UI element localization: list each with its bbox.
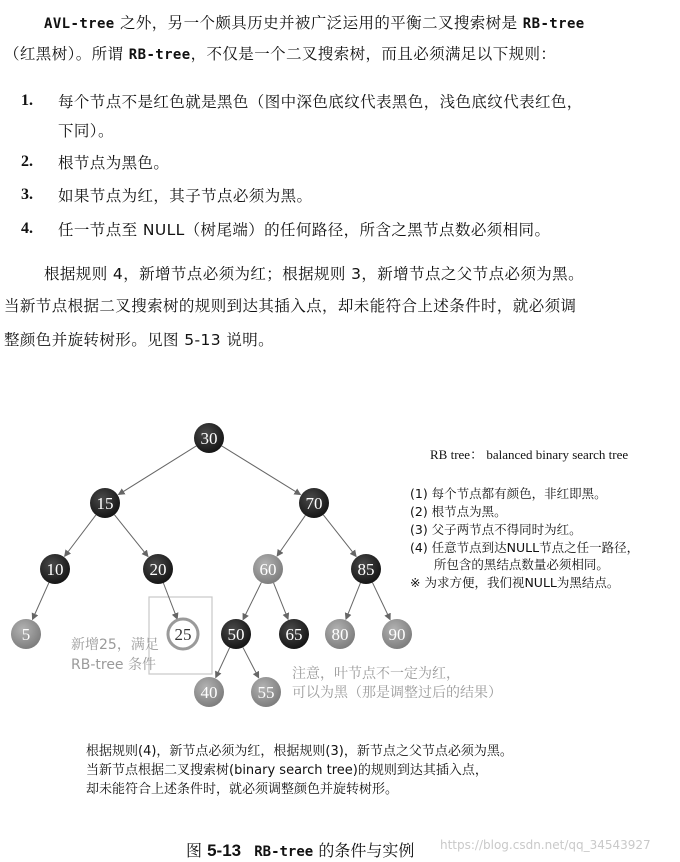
intro-text: 之外，另一个颇具历史并被广泛运用的平衡二叉搜索树是 — [114, 14, 523, 32]
node-key-label: 55 — [257, 683, 275, 702]
rule-text: 每个节点不是红色就是黑色（图中深色底纹代表黑色，浅色底纹代表红色， — [58, 93, 583, 111]
legend-item: 所包含的黑结点数量必须相同。 — [410, 557, 609, 572]
tree-edge-15-20 — [114, 515, 148, 557]
rule-number: 3. — [21, 186, 33, 203]
caption-text: 的条件与实例 — [313, 841, 415, 860]
figure-note: 当新节点根据二叉搜索树(binary search tree)的规则到达其插入点， — [86, 763, 488, 778]
tree-edge-15-10 — [65, 515, 96, 556]
legend-item: ※ 为求方便，我们视NULL为黑结点。 — [410, 575, 620, 590]
node-key-label: 80 — [331, 625, 349, 644]
tree-edge-70-60 — [277, 515, 305, 556]
node-key-label: 60 — [259, 560, 277, 579]
tree-edge-50-40 — [216, 648, 230, 678]
legend-item: (1) 每个节点都有颜色，非红即黑。 — [410, 486, 607, 501]
tree-edge-10-5 — [33, 583, 49, 620]
tree-node-80 — [325, 619, 355, 649]
legend-title: RB tree： balanced binary search tree — [430, 447, 629, 462]
tree-node-5 — [11, 619, 41, 649]
node-key-label: 15 — [96, 494, 114, 513]
rule-number: 1. — [21, 92, 33, 109]
node-key-label: 25 — [174, 625, 192, 644]
tree-edge-30-70 — [222, 446, 301, 495]
rule-text: 如果节点为红，其子节点必须为黑。 — [58, 187, 313, 205]
node-key-label: 85 — [357, 560, 375, 579]
para2-line: 当新节点根据二叉搜索树的规则到达其插入点，却未能符合上述条件时，就必须调 — [4, 297, 577, 315]
rule-text: 根节点为黑色。 — [58, 154, 170, 172]
node-key-label: 20 — [149, 560, 167, 579]
caption-code: RB-tree — [254, 844, 314, 860]
tree-edge-60-50 — [243, 582, 261, 619]
node-key-label: 10 — [46, 560, 64, 579]
tree-edge-20-25 — [163, 583, 177, 619]
node-key-label: 90 — [388, 625, 406, 644]
tree-node-10 — [40, 554, 70, 584]
figure-5-13 — [0, 405, 680, 805]
tree-edge-30-15 — [119, 446, 197, 495]
intro-text: （红黑树）。所谓 — [4, 45, 129, 63]
tree-node-40 — [194, 677, 224, 707]
tree-edge-60-65 — [274, 583, 288, 619]
node-key-label: 70 — [305, 494, 323, 513]
figure-note: 根据规则(4)，新节点必须为红，根据规则(3)，新节点之父节点必须为黑。 — [86, 744, 513, 759]
node-key-label: 5 — [21, 625, 31, 644]
tree-node-25 — [168, 619, 198, 649]
para2-line: 根据规则 4，新增节点必须为红；根据规则 3，新增节点之父节点必须为黑。 — [44, 265, 584, 283]
tree-node-15 — [90, 488, 120, 518]
legend-item: (3) 父子两节点不得同时为红。 — [410, 522, 582, 537]
node-key-label: 50 — [227, 625, 245, 644]
rule-text: 任一节点至 NULL（树尾端）的任何路径，所含之黑节点数必须相同。 — [58, 221, 551, 239]
tree-edge-85-80 — [346, 583, 360, 619]
rule-text: 下同）。 — [58, 122, 114, 140]
figure-note: 却未能符合上述条件时，就必须调整颜色并旋转树形。 — [86, 782, 399, 797]
new-node-note: RB-tree 条件 — [71, 657, 156, 673]
rule-number: 4. — [21, 220, 33, 237]
tree-edge-85-90 — [372, 583, 390, 620]
code-rb-tree: RB-tree — [128, 47, 191, 63]
leaf-note: 可以为黑（那是调整过后的结果） — [292, 685, 502, 701]
tree-edge-70-85 — [323, 515, 356, 557]
figure-caption — [186, 838, 414, 861]
tree-node-70 — [299, 488, 329, 518]
caption-label: 图 — [186, 841, 208, 860]
intro-line-2 — [4, 44, 556, 65]
tree-node-90 — [382, 619, 412, 649]
intro-text: ，不仅是一个二叉搜索树，而且必须满足以下规则： — [190, 45, 557, 63]
rule-number: 2. — [21, 153, 33, 170]
tree-node-60 — [253, 554, 283, 584]
new-node-note: 新增25，满足 — [71, 637, 159, 653]
code-avl-tree: AVL-tree — [44, 16, 115, 32]
legend-item: (2) 根节点为黑。 — [410, 504, 507, 519]
leaf-note: 注意，叶节点不一定为红， — [292, 666, 460, 682]
legend-item: (4) 任意节点到达NULL节点之任一路径， — [410, 540, 640, 555]
caption-number: 5-13 — [207, 841, 242, 860]
node-key-label: 30 — [200, 429, 218, 448]
node-key-label: 65 — [285, 625, 303, 644]
node-key-label: 40 — [200, 683, 218, 702]
tree-node-20 — [143, 554, 173, 584]
watermark: https://blog.csdn.net/qq_34543927 — [440, 838, 651, 852]
tree-node-50 — [221, 619, 251, 649]
tree-edge-50-55 — [243, 647, 259, 677]
para2-line: 整颜色并旋转树形。见图 5-13 说明。 — [4, 331, 275, 349]
intro-line-1 — [44, 13, 585, 34]
tree-node-65 — [279, 619, 309, 649]
tree-node-55 — [251, 677, 281, 707]
tree-node-30 — [194, 423, 224, 453]
code-rb-tree: RB-tree — [522, 16, 585, 32]
tree-node-85 — [351, 554, 381, 584]
